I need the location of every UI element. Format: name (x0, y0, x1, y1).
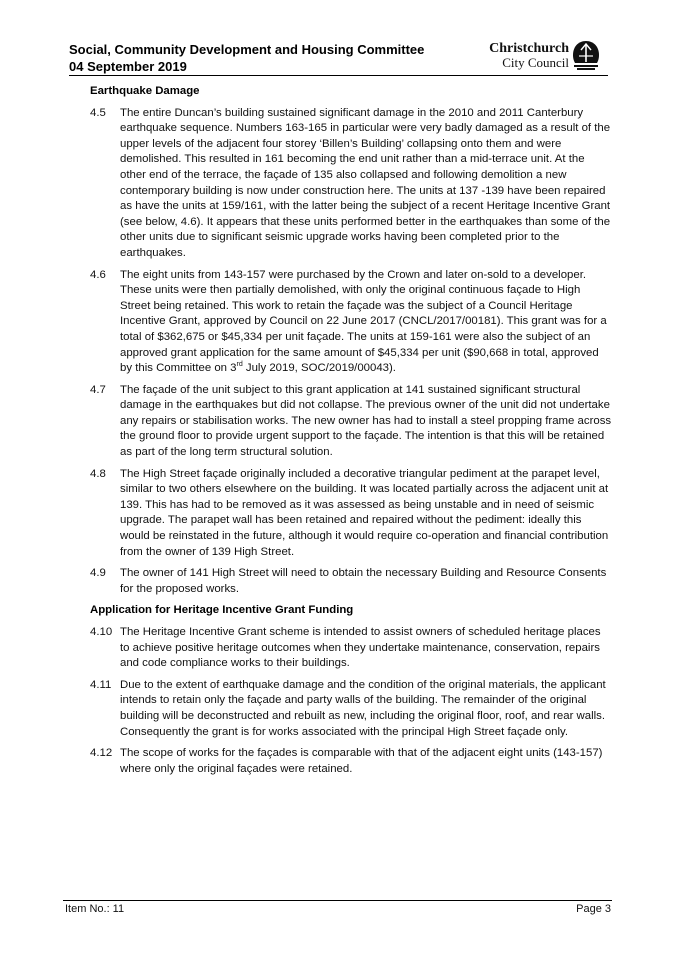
section-heading: Application for Heritage Incentive Grant Funding (90, 604, 354, 617)
header-title (69, 41, 424, 75)
ordinal-suffix: rd (236, 361, 243, 369)
cathedral-icon (571, 40, 601, 72)
paragraph-4-10 (90, 625, 612, 672)
council-logo (472, 40, 607, 74)
committee-name: Social, Community Development and Housing Committee (69, 42, 425, 57)
logo-text-line2: City Council (502, 55, 569, 70)
paragraph-number: 4.10 (90, 626, 113, 638)
paragraph-number: 4.8 (90, 467, 106, 480)
item-number: Item No.: 11 (65, 903, 125, 915)
paragraph-number: 4.5 (90, 106, 106, 119)
paragraph-4-12 (90, 746, 612, 777)
paragraph-4-5 (90, 106, 612, 262)
paragraph-text: The Heritage Incentive Grant scheme is intended to assist owners of scheduled heritage places to achieve positive heritage outcomes when they undertake maintenance, conservation, repairs and code compliance works to their buildings. (120, 626, 601, 670)
paragraph-number: 4.11 (90, 678, 112, 691)
paragraph-4-9 (90, 566, 612, 597)
header-divider (69, 75, 608, 76)
paragraph-text (120, 268, 612, 377)
paragraph-number: 4.9 (90, 567, 106, 580)
document-body (90, 84, 612, 783)
paragraph-text: The scope of works for the façades is comparable with that of the adjacent eight units (143-157) where only the original façades were retained. (120, 747, 603, 775)
meeting-date: 04 September 2019 (69, 59, 187, 74)
footer-divider (63, 900, 612, 901)
paragraph-4-11 (90, 678, 612, 740)
paragraph-text: The High Street façade originally included a decorative triangular pediment at the parapet level, similar to two others elsewhere on the building. It was located partially across the adjacent unit at 139. This has had to be removed as it was assessed as being unstable and in need of seismic upgrade. The parapet wall has been retained and repaired without the pediment: ideally this would be reinstated in the future, although it would require co-operation and financial contribution from the owner of 139 High Street. (120, 467, 609, 558)
paragraph-4-6 (90, 268, 612, 377)
paragraph-number: 4.6 (90, 268, 106, 281)
paragraph-text: The entire Duncan’s building sustained significant damage in the 2010 and 2011 Canterbury earthquake sequence. Numbers 163-165 in particular were very badly damaged as a result of the upper levels of the adjacent four storey ‘Billen’s Building’ collapsing onto them and were demolished. This resulted in 161 becoming the end unit rather than a mid-terrace unit. At the other end of the terrace, the façade of 135 also collapsed and following demolition a new contemporary building is now under construction here. The units at 137 -139 have been repaired as have the units at 159/161, with the latter being the subject of a recent Heritage Incentive Grant (see below, 4.6). It appears that these units performed better in the earthquakes than some of the other units due to significant seismic upgrade works having been completed prior to the earthquakes. (120, 106, 611, 259)
paragraph-4-7 (90, 383, 612, 461)
paragraph-text-part: The eight units from 143-157 were purchased by the Crown and later on-sold to a developer. These units were then partially demolished, with only the original continuous façade to High Street being retained. This work to retain the façade was the subject of a Council Heritage Incentive Grant, approved by Council on 22 June 2017 (CNCL/2017/00181). This grant was for a total of $362,675 or $45,334 per unit façade. The units at 159-161 were also the subject of an approved grant application for the same amount of $45,334 per unit ($90,668 in total, approved by this Committee on 3 (120, 268, 607, 375)
paragraph-text: The owner of 141 High Street will need to obtain the necessary Building and Resource Consents for the proposed works. (120, 567, 607, 595)
paragraph-text: The façade of the unit subject to this grant application at 141 sustained significant structural damage in the earthquakes but did not collapse. The previous owner of the unit did not undertake any repairs or stabilisation works. The new owner has had to install a steel propping frame across the ground floor to provide urgent support to the façade. The intention is that this will be retained as part of the long term structural solution. (120, 383, 612, 459)
logo-text-line1: Christchurch (489, 41, 569, 56)
paragraph-text-part: July 2019, SOC/2019/00043). (242, 362, 396, 375)
page-number: Page 3 (576, 903, 611, 915)
section-heading: Earthquake Damage (90, 85, 200, 97)
paragraph-number: 4.12 (90, 747, 113, 760)
paragraph-number: 4.7 (90, 383, 106, 396)
paragraph-text: Due to the extent of earthquake damage and the condition of the original materials, the applicant intends to retain only the façade and party walls of the building. The remainder of the original building will be deconstructed and rebuilt as new, including the original floor, roof, and rear walls. Consequently the grant is for works associated with the principal High Street façade only. (120, 678, 606, 738)
paragraph-4-8 (90, 467, 612, 561)
